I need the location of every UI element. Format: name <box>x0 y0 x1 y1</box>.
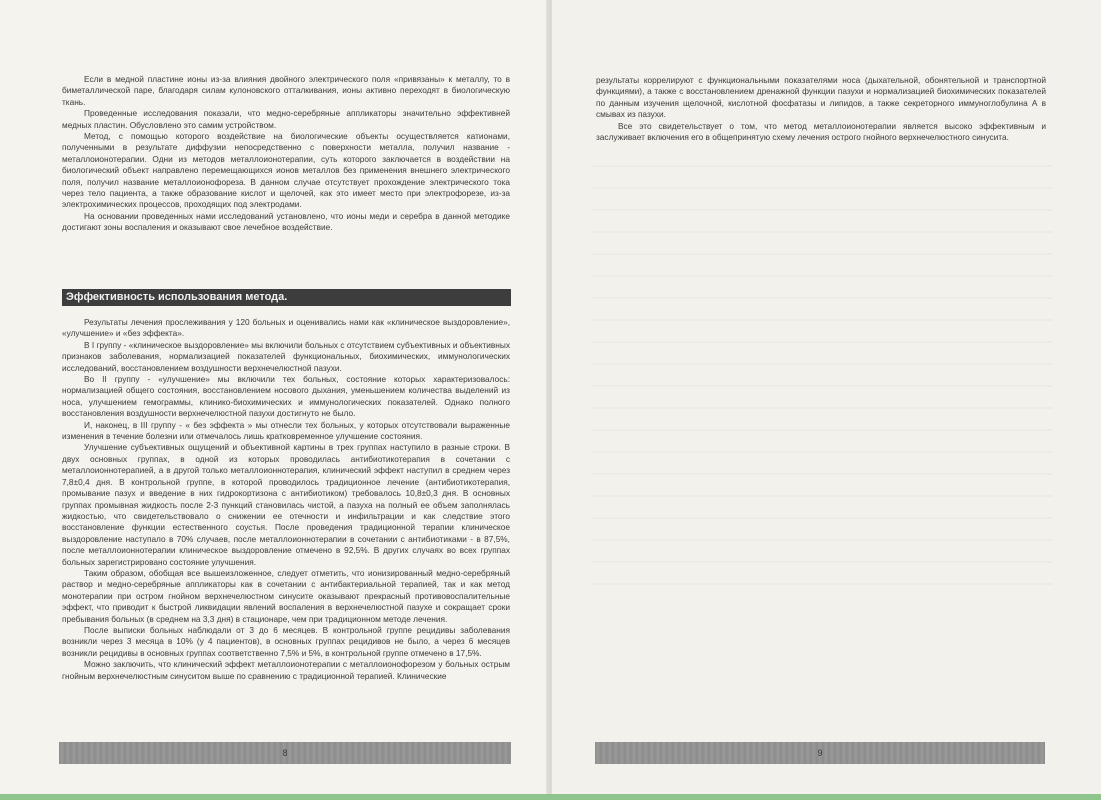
left-top-text <box>62 74 510 234</box>
paragraph: результаты коррелируют с функциональными показателями носа (дыхательной, обонятельной и транспортной функциями), а также с восстановлением дренажной функции пазухи и нормализацией биохимических показателей по данным изучения щелочной, кислотной фосфатазы и липидов, а также секреторного иммуноглобулина А в смывах из пазухи. <box>596 75 1046 120</box>
paragraph: Если в медной пластине ионы из-за влияния двойного электрического поля «привязаны» к металлу, то в биметаллической паре, благодаря силам кулоновского отталкивания, ионы активно переходят в биологическую ткань. <box>62 74 510 107</box>
paragraph: Таким образом, обобщая все вышеизложенное, следует отметить, что ионизированный медно-серебряный раствор и медно-серебряные аппликаторы как в сочетании с антибактериальной терапией, так и как метод монотерапии при остром гнойном верхнечелюстном синусите оказывают прекрасный противовоспалительные эффект, что приводит к быстрой ликвидации явлений воспаления в верхнечелюстной пазухе и сокращает сроки пребывания больных (в среднем на 3,3 дня) в стационаре, чем при традиционном методе лечения. <box>62 567 510 624</box>
paragraph: Можно заключить, что клинический эффект металлоионотерапии с металлоионофорезом у больных острым гнойным верхнечелюстным синуситом выше по сравнению с традиционной терапией. Клинические <box>62 659 510 681</box>
paragraph: Проведенные исследования показали, что медно-серебряные аппликаторы значительно эффективней медных пластин. Обусловлено это самим устройством. <box>62 108 510 130</box>
footer-bar <box>595 742 1045 764</box>
page-number: 8 <box>282 748 288 758</box>
paragraph: Во II группу - «улучшение» мы включили тех больных, состояние которых характеризовалось: нормализацией общего состояния, восстановлением носового дыхания, уменьшением количества выделений из носа, улучшением гемограммы, клинико-биохимических и иммунологических показателей. Однако полного восстановления воздушности верхнечелюстной пазухи достигнуто не было. <box>62 374 510 419</box>
paragraph: И, наконец, в III группу - « без эффекта » мы отнесли тех больных, у которых отсутствовали выраженные изменения в течение болезни или отмечалось лишь кратковременное улучшение состояния. <box>62 419 510 442</box>
left-page <box>0 0 548 800</box>
paragraph: Метод, с помощью которого воздействие на биологические объекты осуществляется катионами, полученными в результате диффузии непосредственно с поверхности металла, получил название - металлоионотерапии. Одни из методов металлоионотерапии, суть которого заключается в воздействии на биологический объект направлено перемещающихся ионов металлов без применения внешнего электрического поля, получил название металлоионофореза. В данном случае отсутствует прохождение электрического тока через тело пациента, а также образование кислот и щелочей, как это имеет место при электрофорезе, из-за электрохимических процессов, проходящих под электродами. <box>62 131 510 210</box>
bleed-through-texture <box>592 165 1052 585</box>
section-heading: Эффективность использования метода. <box>62 289 511 306</box>
right-page <box>552 0 1101 800</box>
paragraph: После выписки больных наблюдали от 3 до 6 месяцев. В контрольной группе рецидивы заболевания возникли через 3 месяца в 10% (у 4 пациентов), в основных группах рецидивов не было, а через 6 месяцев возникли рецидивы в основных группах соответственно 7,5% и 5%, в контрольной группе отмечено в 17,5%. <box>62 624 510 658</box>
right-top-text <box>596 75 1046 143</box>
paragraph: В I группу - «клиническое выздоровление» мы включили больных с отсутствием субъективных и объективных признаков заболевания, нормализацией показателей функциональных, биохимических, иммунологических исследований, восстановлением воздушности верхнечелюстной пазухи. <box>62 339 510 373</box>
page-number: 9 <box>817 748 823 758</box>
footer-bar <box>59 742 511 764</box>
paragraph: Улучшение субъективных ощущений и объективной картины в трех группах наступило в разные строки. В двух основных группах, в одной из которых проводилась антибиотикотерапия в сочетании с металлоионнотерапией, а в другой только металлоионнотерапия, клинический эффект наступил в среднем через 7,8±0,4 дня. В контрольной группе, в которой проводилось традиционное лечение (антибиотикотерапия, промывание пазух и введение в них гидрокортизона с антибиотиком) требовалось 10,8±0,3 дня. В основных группах промывная жидкость после 2-3 пункций становилась чистой, а пазуха на полный ее объем заполнялась жидкостью, что свидетельствовало о снижении ее отечности и инфильтрации и как следствие этого восстановление функции естественного соустья. После проведения традиционной терапии клиническое выздоровление наступало в 70% случаев, после металлоионнотерапии в сочетании с антибиотиками - в 87,5%, после металлоионнотерапии клиническое выздоровление отмечено в 92,5%. В других случаях во всех группах больных зарегистрировано состояние улучшения. <box>62 442 510 567</box>
paragraph: Результаты лечения прослеживания у 120 больных и оценивались нами как «клиническое выздоровление», «улучшение» и «без эффекта». <box>62 317 510 339</box>
paragraph: Все это свидетельствует о том, что метод металлоионотерапии является высоко эффективным и заслуживает включения его в общепринятую схему лечения острого гнойного верхнечелюстного синусита. <box>596 120 1046 143</box>
paragraph: На основании проведенных нами исследований установлено, что ионы меди и серебра в данной методике достигают зоны воспаления и оказывают свое лечебное воздействие. <box>62 210 510 233</box>
scan-edge <box>0 794 1101 800</box>
left-body-text <box>62 317 510 682</box>
